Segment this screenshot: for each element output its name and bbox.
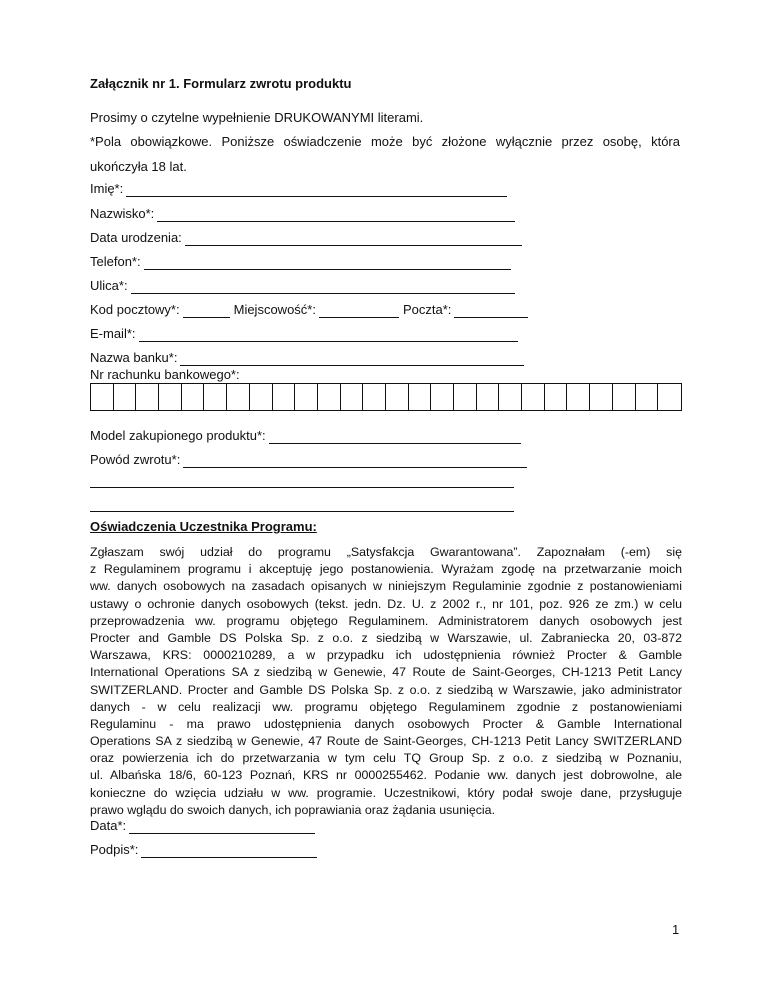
- consent-line: Warszawa, KRS: 0000210289, a w przypadku ich udostępnienia również Procter & Gamble: [90, 648, 682, 663]
- postal-code-label: Kod pocztowy*:: [90, 302, 180, 317]
- date-label: Data*:: [90, 818, 127, 833]
- account-number-boxes[interactable]: [90, 383, 682, 411]
- phone-field[interactable]: [90, 254, 511, 270]
- account-digit-box[interactable]: [613, 384, 636, 410]
- street-field[interactable]: [90, 278, 515, 294]
- consent-paragraph: [90, 544, 682, 819]
- phone-label: Telefon*:: [90, 254, 141, 269]
- account-digit-box[interactable]: [636, 384, 659, 410]
- return-reason-field[interactable]: [90, 452, 527, 468]
- account-digit-box[interactable]: [567, 384, 590, 410]
- phone-line[interactable]: [144, 256, 511, 270]
- account-digit-box[interactable]: [341, 384, 364, 410]
- account-digit-box[interactable]: [431, 384, 454, 410]
- account-digit-box[interactable]: [545, 384, 568, 410]
- page-number: 1: [672, 922, 680, 937]
- postal-field[interactable]: [90, 302, 528, 318]
- account-digit-box[interactable]: [295, 384, 318, 410]
- birth-date-field[interactable]: [90, 230, 522, 246]
- notice-line-2: ukończyła 18 lat.: [90, 159, 187, 174]
- consent-line: ww. danych osobowych na zasadach opisanych w niniejszym Regulaminie zgodnie z postanowieniami: [90, 579, 682, 594]
- bank-name-label: Nazwa banku*:: [90, 350, 178, 365]
- account-digit-box[interactable]: [159, 384, 182, 410]
- page-title: Załącznik nr 1. Formularz zwrotu produktu: [90, 76, 352, 91]
- account-digit-box[interactable]: [477, 384, 500, 410]
- consent-line: Operations SA z siedzibą w Genewie, 47 Route de Saint-Georges, CH-1213 Petit Lancy SWITZERLAND: [90, 734, 682, 749]
- last-name-line[interactable]: [157, 208, 515, 222]
- account-digit-box[interactable]: [227, 384, 250, 410]
- email-line[interactable]: [139, 328, 518, 342]
- account-digit-box[interactable]: [114, 384, 137, 410]
- consent-line: konieczne do wzięcia udziału w ww. programie. Uczestnikowi, który podał swoje dane, przysługuje: [90, 785, 682, 800]
- first-name-field[interactable]: [90, 181, 507, 197]
- instruction-text: Prosimy o czytelne wypełnienie DRUKOWANYMI literami.: [90, 110, 424, 125]
- bank-name-field[interactable]: [90, 350, 524, 366]
- consent-line: SWITZERLAND. Procter and Gamble DS Polska Sp. z o.o. z siedzibą w Warszawie, jako administrator: [90, 682, 682, 697]
- postal-code-line[interactable]: [183, 304, 230, 318]
- account-digit-box[interactable]: [522, 384, 545, 410]
- account-digit-box[interactable]: [658, 384, 681, 410]
- bank-name-line[interactable]: [180, 352, 524, 366]
- notice-line-1: *Pola obowiązkowe. Poniższe oświadczenie może być złożone wyłącznie przez osobę, która: [90, 134, 680, 149]
- consent-line: Zgłaszam swój udział do programu „Satysfakcja Gwarantowana”. Zapoznałam (-em) się: [90, 545, 682, 559]
- post-office-line[interactable]: [454, 304, 528, 318]
- consent-line: ustawy o ochronie danych osobowych (tekst. jedn. Dz. U. z 2002 r., nr 101, poz. 926 ze zm.) w celu: [90, 596, 682, 611]
- signature-label: Podpis*:: [90, 842, 139, 857]
- return-reason-extra-line-1[interactable]: [90, 486, 514, 488]
- city-line[interactable]: [319, 304, 399, 318]
- product-model-label: Model zakupionego produktu*:: [90, 428, 266, 443]
- account-digit-box[interactable]: [250, 384, 273, 410]
- street-line[interactable]: [131, 280, 515, 294]
- consent-line: Procter and Gamble DS Polska Sp. z o.o. z siedzibą w Warszawie, ul. Zabraniecka 20, 03-872: [90, 630, 682, 645]
- date-line[interactable]: [129, 820, 315, 834]
- return-reason-line[interactable]: [183, 454, 527, 468]
- product-model-line[interactable]: [269, 430, 521, 444]
- birth-date-line[interactable]: [185, 232, 522, 246]
- account-digit-box[interactable]: [386, 384, 409, 410]
- account-digit-box[interactable]: [499, 384, 522, 410]
- post-office-label: Poczta*:: [402, 302, 452, 317]
- consent-line: ul. Albańska 18/6, 60-123 Poznań, KRS nr 0000255462. Podanie ww. danych jest dobrowolne, ale: [90, 768, 682, 783]
- first-name-line[interactable]: [126, 183, 507, 197]
- account-digit-box[interactable]: [454, 384, 477, 410]
- consent-line: danych - w celu realizacji ww. programu objętego Regulaminem zgodnie z postanowieniami: [90, 699, 682, 714]
- signature-field[interactable]: [90, 842, 317, 858]
- consent-line: prawo wglądu do swoich danych, ich poprawiania oraz żądania usunięcia.: [90, 802, 496, 817]
- last-name-label: Nazwisko*:: [90, 206, 155, 221]
- street-label: Ulica*:: [90, 278, 128, 293]
- account-digit-box[interactable]: [363, 384, 386, 410]
- email-field[interactable]: [90, 326, 518, 342]
- account-digit-box[interactable]: [590, 384, 613, 410]
- account-digit-box[interactable]: [182, 384, 205, 410]
- city-label: Miejscowość*:: [233, 302, 316, 317]
- last-name-field[interactable]: [90, 206, 515, 222]
- account-digit-box[interactable]: [273, 384, 296, 410]
- account-digit-box[interactable]: [409, 384, 432, 410]
- account-digit-box[interactable]: [318, 384, 341, 410]
- return-reason-extra-line-2[interactable]: [90, 510, 514, 512]
- date-field[interactable]: [90, 818, 315, 834]
- first-name-label: Imię*:: [90, 181, 124, 196]
- signature-line[interactable]: [141, 844, 317, 858]
- consent-line: z Regulaminem programu i akceptuję jego postanowienia. Wyrażam zgodę na przetwarzanie moich: [90, 562, 682, 577]
- consent-line: International Operations SA z siedzibą w Genewie, 47 Route de Saint-Georges, CH-1213 Petit Lancy: [90, 665, 682, 680]
- account-digit-box[interactable]: [91, 384, 114, 410]
- account-number-label: Nr rachunku bankowego*:: [90, 367, 240, 382]
- consent-line: przeprowadzenia ww. programu objętego Regulaminem. Administratorem danych osobowych jest: [90, 613, 682, 628]
- birth-date-label: Data urodzenia:: [90, 230, 182, 245]
- email-label: E-mail*:: [90, 326, 136, 341]
- section-heading: Oświadczenia Uczestnika Programu:: [90, 519, 317, 534]
- account-digit-box[interactable]: [136, 384, 159, 410]
- consent-line: oraz powierzenia ich do przetwarzania w tym celu TQ Group Sp. z o.o. z siedzibą w Poznaniu,: [90, 751, 682, 766]
- consent-line: Regulaminu - ma prawo udostępnienia danych osobowych Procter & Gamble International: [90, 716, 682, 731]
- product-model-field[interactable]: [90, 428, 521, 444]
- return-reason-label: Powód zwrotu*:: [90, 452, 181, 467]
- account-digit-box[interactable]: [204, 384, 227, 410]
